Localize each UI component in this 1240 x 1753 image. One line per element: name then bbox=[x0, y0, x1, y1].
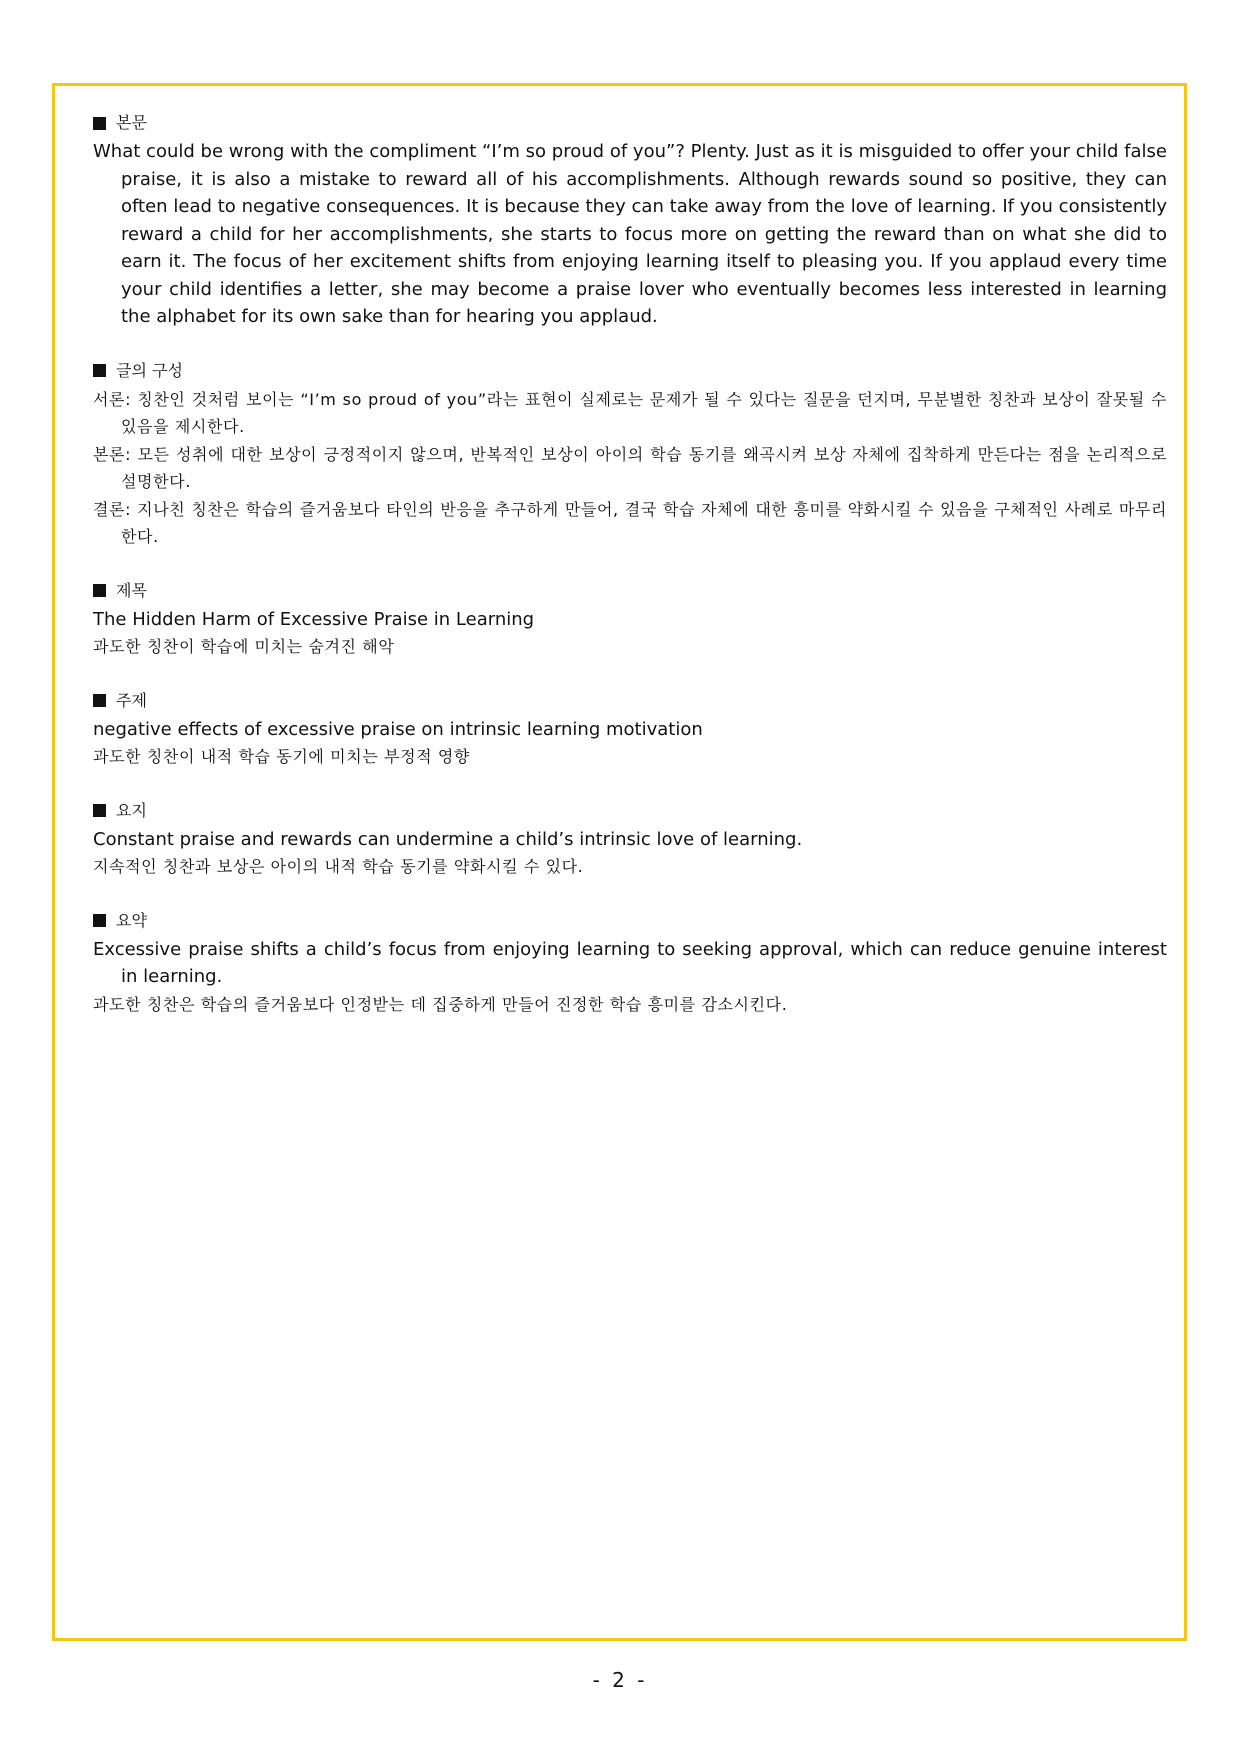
section-heading bbox=[93, 578, 1167, 604]
gist-english: Constant praise and rewards can undermine a child’s intrinsic love of learning. bbox=[93, 828, 803, 850]
section-summary bbox=[93, 908, 1167, 1019]
section-title bbox=[93, 578, 1167, 661]
page-number: - 2 - bbox=[592, 1668, 648, 1692]
section-structure bbox=[93, 358, 1167, 551]
section-heading bbox=[93, 908, 1167, 934]
section-heading bbox=[93, 688, 1167, 714]
section-topic bbox=[93, 688, 1167, 771]
square-bullet-icon bbox=[93, 694, 106, 707]
square-bullet-icon bbox=[93, 914, 106, 927]
body-paragraph: What could be wrong with the compliment “I’m so proud of you”? Plenty. Just as it is misguided to offer your child false praise, it is also a mistake to reward all of his accomplishments. Although rewards sound so positive, they can often lead to negative consequences. It is because they can take away from the love of learning. If you consistently reward a child for her accomplishments, she starts to focus more on getting the reward than on what she did to earn it. The focus of her excitement shifts from enjoying learning itself to pleasing you. If you applaud every time your child identifies a letter, she may become a praise lover who eventually becomes less interested in learning the alphabet for its own sake than for hearing you applaud. bbox=[93, 141, 1167, 327]
document-content bbox=[93, 110, 1167, 1045]
heading-text: 요지 bbox=[116, 800, 147, 820]
section-gist bbox=[93, 798, 1167, 881]
title-english: The Hidden Harm of Excessive Praise in Learning bbox=[93, 608, 535, 630]
summary-korean: 과도한 칭찬은 학습의 즐거움보다 인정받는 데 집중하게 만들어 진정한 학습 흥미를 감소시킨다. bbox=[93, 994, 788, 1014]
structure-intro: 서론: 칭찬인 것처럼 보이는 “I’m so proud of you”라는 표현이 실제로는 문제가 될 수 있다는 질문을 던지며, 무분별한 칭찬과 보상이 잘못될 수 있음을 제시한다. bbox=[93, 389, 1167, 436]
title-korean: 과도한 칭찬이 학습에 미치는 숨겨진 해악 bbox=[93, 637, 395, 656]
square-bullet-icon bbox=[93, 117, 106, 130]
heading-text: 요약 bbox=[116, 910, 147, 930]
gist-korean: 지속적인 칭찬과 보상은 아이의 내적 학습 동기를 약화시킬 수 있다. bbox=[93, 857, 584, 876]
heading-text: 주제 bbox=[116, 690, 147, 710]
topic-korean: 과도한 칭찬이 내적 학습 동기에 미치는 부정적 영향 bbox=[93, 747, 470, 766]
square-bullet-icon bbox=[93, 804, 106, 817]
structure-conclusion: 결론: 지나친 칭찬은 학습의 즐거움보다 타인의 반응을 추구하게 만들어, 결국 학습 자체에 대한 흥미를 약화시킬 수 있음을 구체적인 사례로 마무리한다. bbox=[93, 499, 1167, 546]
structure-body: 본론: 모든 성취에 대한 보상이 긍정적이지 않으며, 반복적인 보상이 아이의 학습 동기를 왜곡시켜 보상 자체에 집착하게 만든다는 점을 논리적으로 설명한다. bbox=[93, 444, 1167, 491]
summary-english: Excessive praise shifts a child’s focus from enjoying learning to seeking approval, which can reduce genuine interest in learning. bbox=[93, 938, 1167, 987]
heading-text: 제목 bbox=[116, 580, 147, 600]
square-bullet-icon bbox=[93, 364, 106, 377]
heading-text: 본문 bbox=[116, 113, 147, 132]
topic-english: negative effects of excessive praise on intrinsic learning motivation bbox=[93, 718, 703, 740]
heading-text: 글의 구성 bbox=[116, 360, 183, 380]
section-heading bbox=[93, 110, 1167, 136]
square-bullet-icon bbox=[93, 584, 106, 597]
section-heading bbox=[93, 358, 1167, 384]
section-heading bbox=[93, 798, 1167, 824]
section-body bbox=[93, 110, 1167, 331]
